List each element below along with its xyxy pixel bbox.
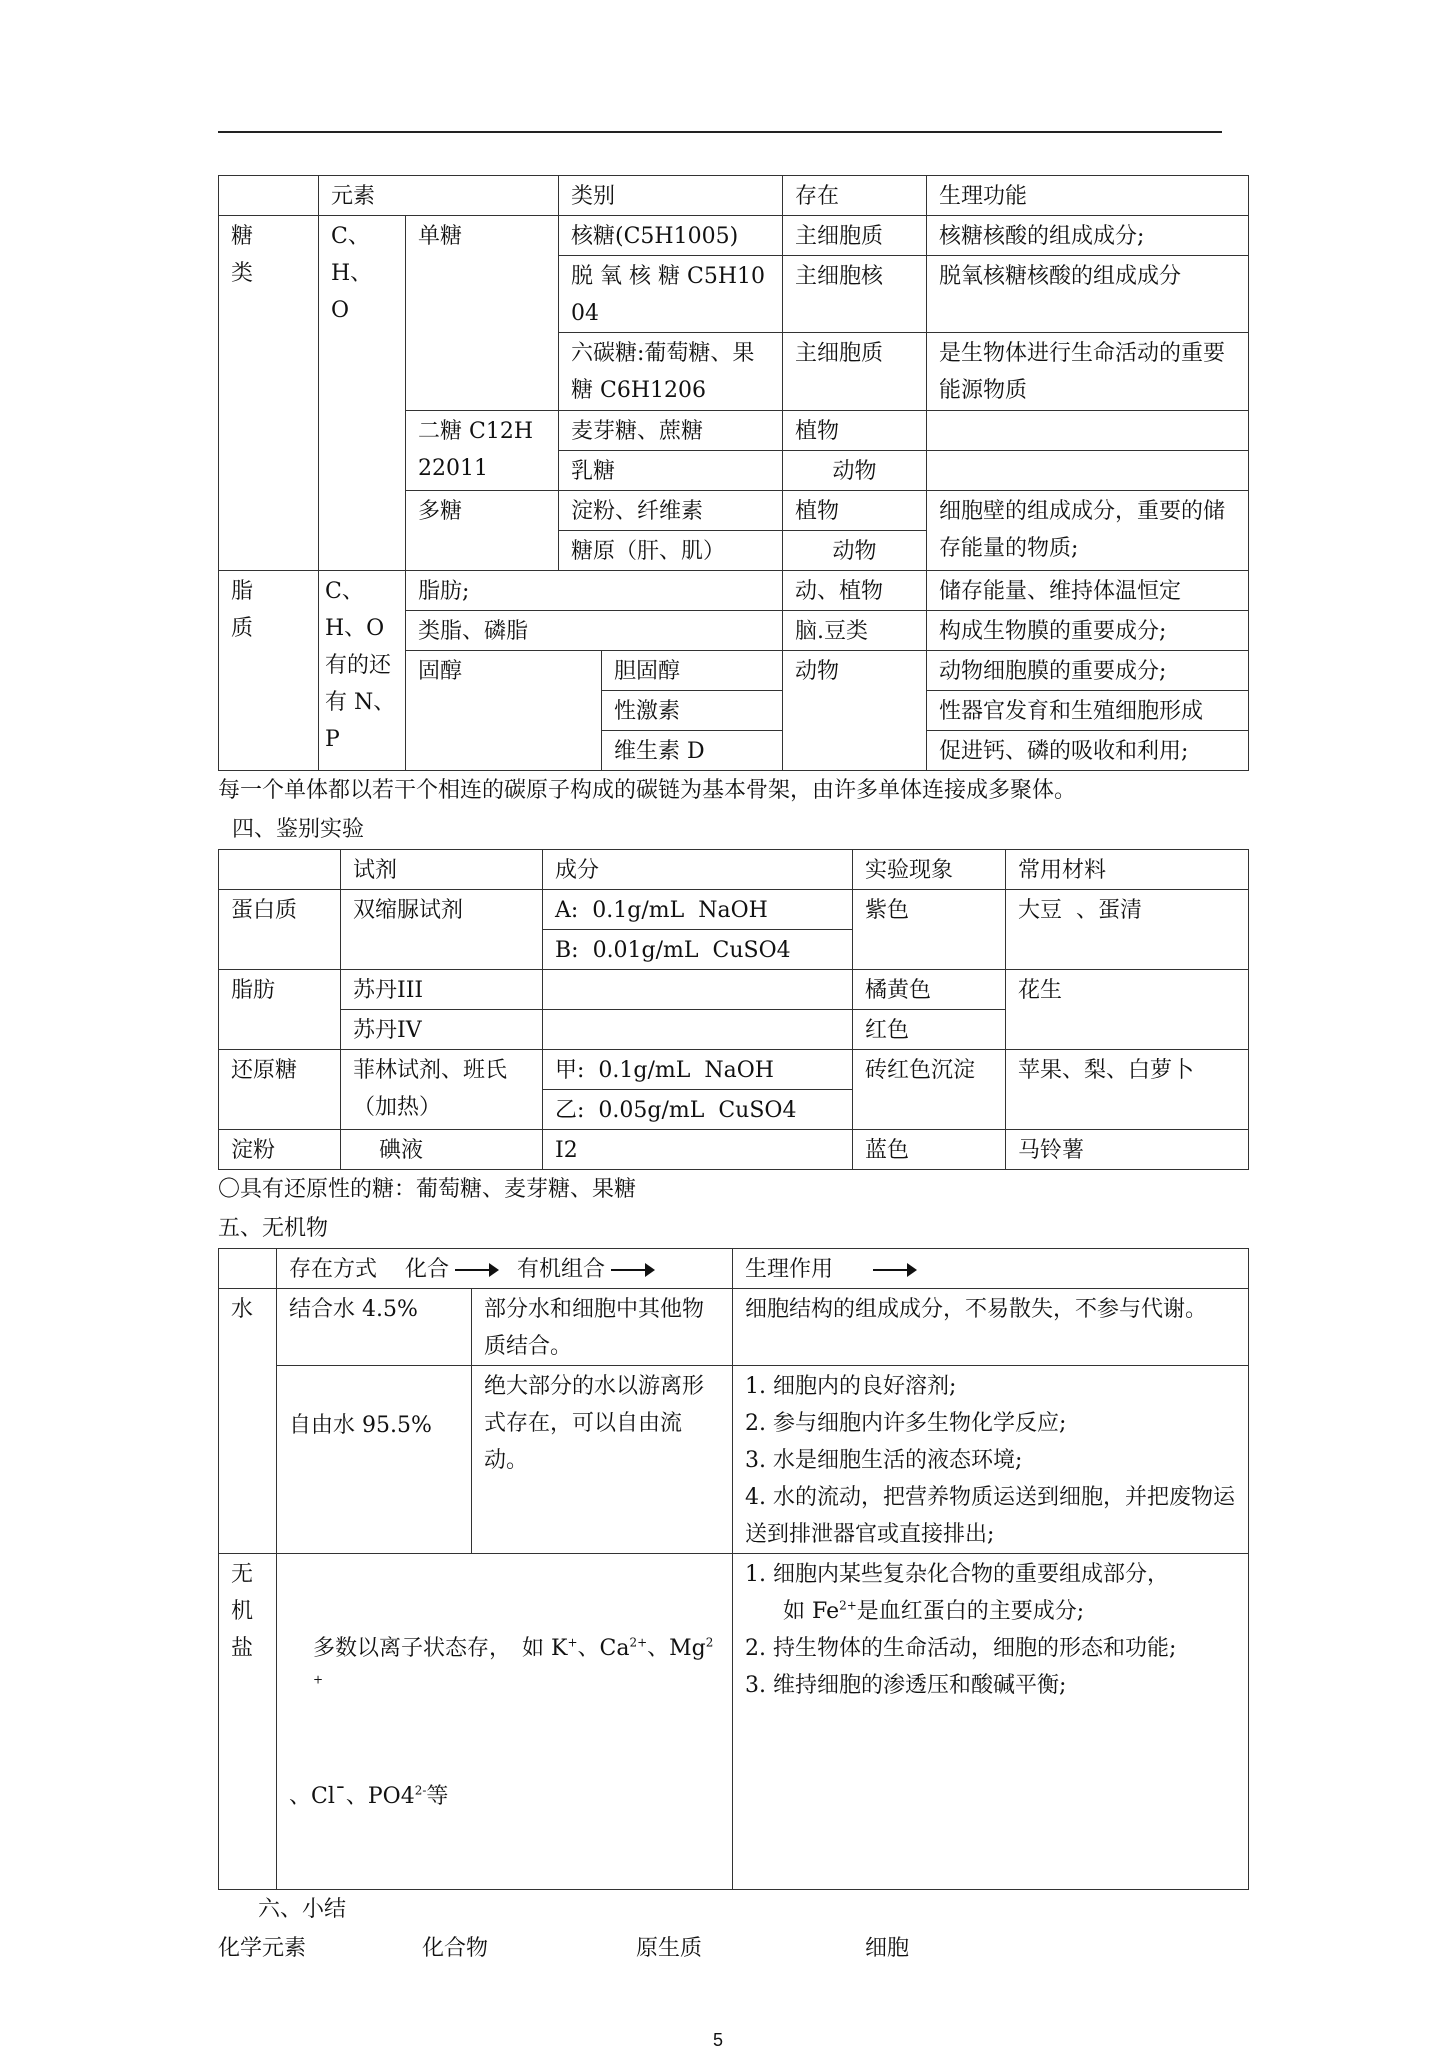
table-row — [219, 970, 1249, 1010]
table-row — [219, 1130, 1249, 1170]
list-item: 3. 维持细胞的渗透压和酸碱平衡; — [745, 1673, 1067, 1698]
cell: 脱 氧 核 糖 C5H1004 — [559, 256, 783, 333]
cell: 细胞壁的组成成分，重要的储存能量的物质; — [927, 491, 1249, 571]
cell: 还原糖 — [219, 1050, 341, 1130]
blank-cell — [219, 1249, 277, 1289]
cell: 动、植物 — [783, 571, 927, 611]
cell: 砖红色沉淀 — [853, 1050, 1006, 1130]
cell: 淀粉 — [219, 1130, 341, 1170]
cell — [733, 1366, 1249, 1554]
cell: B: 0.01g/mL CuSO4 — [543, 930, 853, 970]
cell: 绝大部分的水以游离形式存在，可以自由流动。 — [472, 1366, 733, 1554]
sugar-label: 糖类 — [219, 216, 319, 571]
page-number: 5 — [713, 2030, 724, 2050]
blank-cell — [219, 850, 341, 890]
mono-label: 单糖 — [406, 216, 559, 411]
cell: 核糖核酸的组成成分; — [927, 216, 1249, 256]
header-component: 成分 — [543, 850, 853, 890]
table-header-row — [219, 1249, 1249, 1289]
cell: 类脂、磷脂 — [406, 611, 783, 651]
table-row — [219, 1366, 1249, 1554]
cell: 苹果、梨、白萝卜 — [1006, 1050, 1249, 1130]
cell: 主细胞核 — [783, 256, 927, 333]
cell: 甲: 0.1g/mL NaOH — [543, 1050, 853, 1090]
table-row — [219, 216, 1249, 256]
list-item: 4. 水的流动，把营养物质运送到细胞，并把废物运送到排泄器官或直接排出; — [745, 1485, 1236, 1547]
cell: 动物细胞膜的重要成分; — [927, 651, 1249, 691]
cell: 蓝色 — [853, 1130, 1006, 1170]
water-label: 水 — [219, 1289, 277, 1554]
section-heading-4: 四、鉴别实验 — [232, 817, 365, 842]
summary-item: 原生质 — [636, 1936, 703, 1961]
cell: 促进钙、磷的吸收和利用; — [927, 731, 1249, 771]
cell: 紫色 — [853, 890, 1006, 970]
header-material: 常用材料 — [1006, 850, 1249, 890]
cell: 麦芽糖、蔗糖 — [559, 411, 783, 451]
cell — [733, 1554, 1249, 1890]
header-form: 存在方式 — [289, 1257, 378, 1282]
cell: 构成生物膜的重要成分; — [927, 611, 1249, 651]
sterol-label: 固醇 — [406, 651, 602, 771]
cell: 结合水 4.5% — [277, 1289, 472, 1366]
list-item: 2. 参与细胞内许多生物化学反应; — [745, 1411, 1067, 1436]
cell: 维生素 D — [602, 731, 783, 771]
list-item: 如 $Fe^{2+}$是血红蛋白的主要成分; — [783, 1598, 1085, 1624]
cell: 橘黄色 — [853, 970, 1006, 1010]
cell: 动物 — [783, 651, 927, 771]
cell: 性激素 — [602, 691, 783, 731]
cell: A: 0.1g/mL NaOH — [543, 890, 853, 930]
cell: 苏丹III — [341, 970, 543, 1010]
cell: 是生物体进行生命活动的重要能源物质 — [927, 333, 1249, 411]
section-heading-5: 五、无机物 — [218, 1216, 329, 1241]
overlay-label-organic: 有机组合 — [517, 1257, 606, 1282]
cell: 花生 — [1006, 970, 1249, 1050]
table-row — [219, 890, 1249, 930]
cell: 脑.豆类 — [783, 611, 927, 651]
cell: 胆固醇 — [602, 651, 783, 691]
summary-item: 化学元素 — [218, 1936, 307, 1961]
cell: 自由水 95.5% — [277, 1366, 472, 1554]
list-item: 1. 细胞内某些复杂化合物的重要组成部分， — [745, 1562, 1170, 1587]
compounds-table — [218, 175, 1249, 771]
blank-cell — [219, 176, 319, 216]
cell: I2 — [543, 1130, 853, 1170]
header-function: 生理功能 — [927, 176, 1249, 216]
cell: 淀粉、纤维素 — [559, 491, 783, 531]
cell: 性器官发育和生殖细胞形成 — [927, 691, 1249, 731]
list-item: 1. 细胞内的良好溶剂; — [745, 1374, 957, 1399]
summary-item: 细胞 — [865, 1936, 910, 1961]
arrow-icon — [455, 1269, 491, 1271]
cell: 苏丹IV — [341, 1010, 543, 1050]
cell: 储存能量、维持体温恒定 — [927, 571, 1249, 611]
overlay-label-combine: 化合 — [405, 1257, 450, 1282]
arrow-icon — [611, 1269, 647, 1271]
table-header-row — [219, 850, 1249, 890]
table-row — [219, 1050, 1249, 1090]
summary-item: 化合物 — [422, 1936, 489, 1961]
cell: 主细胞质 — [783, 333, 927, 411]
cell: 动物 — [783, 531, 927, 571]
header-location: 存在 — [783, 176, 927, 216]
table-row — [219, 1289, 1249, 1366]
header-reagent: 试剂 — [341, 850, 543, 890]
note-monomer: 每一个单体都以若干个相连的碳原子构成的碳链为基本骨架，由许多单体连接成多聚体。 — [218, 778, 1077, 803]
cell: 动物 — [783, 451, 927, 491]
cell: 部分水和细胞中其他物质结合。 — [472, 1289, 733, 1366]
summary-row — [218, 1929, 1248, 1968]
cell: 六碳糖:葡萄糖、果糖 C6H1206 — [559, 333, 783, 411]
cell: 细胞结构的组成成分，不易散失，不参与代谢。 — [733, 1289, 1249, 1366]
cell — [927, 451, 1249, 491]
header-result: 实验现象 — [853, 850, 1006, 890]
arrow-icon — [873, 1269, 909, 1271]
cell: 双缩脲试剂 — [341, 890, 543, 970]
cell: 主细胞质 — [783, 216, 927, 256]
di-label: 二糖 C12H22011 — [406, 411, 559, 491]
header-rule — [218, 131, 1222, 133]
cell: 脂肪; — [406, 571, 783, 611]
salt-label: 无机盐 — [219, 1554, 277, 1890]
cell: 蛋白质 — [219, 890, 341, 970]
header-form-cell — [277, 1249, 733, 1289]
cell: 植物 — [783, 411, 927, 451]
cell — [543, 1010, 853, 1050]
cell — [543, 970, 853, 1010]
cell — [927, 411, 1249, 451]
inorganic-table — [218, 1248, 1249, 1890]
poly-label: 多糖 — [406, 491, 559, 571]
list-item: 3. 水是细胞生活的液态环境; — [745, 1448, 1023, 1473]
list-item: 2. 持生物体的生命活动，细胞的形态和功能; — [745, 1636, 1177, 1661]
cell: 乳糖 — [559, 451, 783, 491]
cell: 脱氧核糖核酸的组成成分 — [927, 256, 1249, 333]
cell: 大豆 、蛋清 — [1006, 890, 1249, 970]
header-element: 元素 — [319, 176, 559, 216]
cell: 红色 — [853, 1010, 1006, 1050]
lipid-elements: C、H、O 有的还有 N、P — [319, 571, 406, 771]
cell: 碘液 — [341, 1130, 543, 1170]
note-reducing-sugar: 〇具有还原性的糖：葡萄糖、麦芽糖、果糖 — [218, 1177, 637, 1202]
identification-table — [218, 849, 1249, 1170]
cell: 多数以离子状态存， 如 K+、$Ca^{2+}$、$Mg^{2+}$ 、Clˉ、$PO4^{2-}$等 — [277, 1554, 733, 1890]
page-content — [218, 175, 1248, 2052]
header-category: 类别 — [559, 176, 783, 216]
section-heading-6: 六、小结 — [258, 1897, 347, 1922]
cell: 核糖(C5H1005) — [559, 216, 783, 256]
cell: 植物 — [783, 491, 927, 531]
table-row — [219, 1554, 1249, 1890]
table-header-row — [219, 176, 1249, 216]
cell: 乙: 0.05g/mL CuSO4 — [543, 1090, 853, 1130]
sugar-elements: C、H、O — [319, 216, 406, 571]
cell: 菲林试剂、班氏（加热） — [341, 1050, 543, 1130]
cell: 马铃薯 — [1006, 1130, 1249, 1170]
cell: 糖原（肝、肌） — [559, 531, 783, 571]
table-row — [219, 571, 1249, 611]
lipid-label: 脂质 — [219, 571, 319, 771]
header-function: 生理作用 — [745, 1257, 834, 1282]
header-function-cell — [733, 1249, 1249, 1289]
cell: 脂肪 — [219, 970, 341, 1050]
